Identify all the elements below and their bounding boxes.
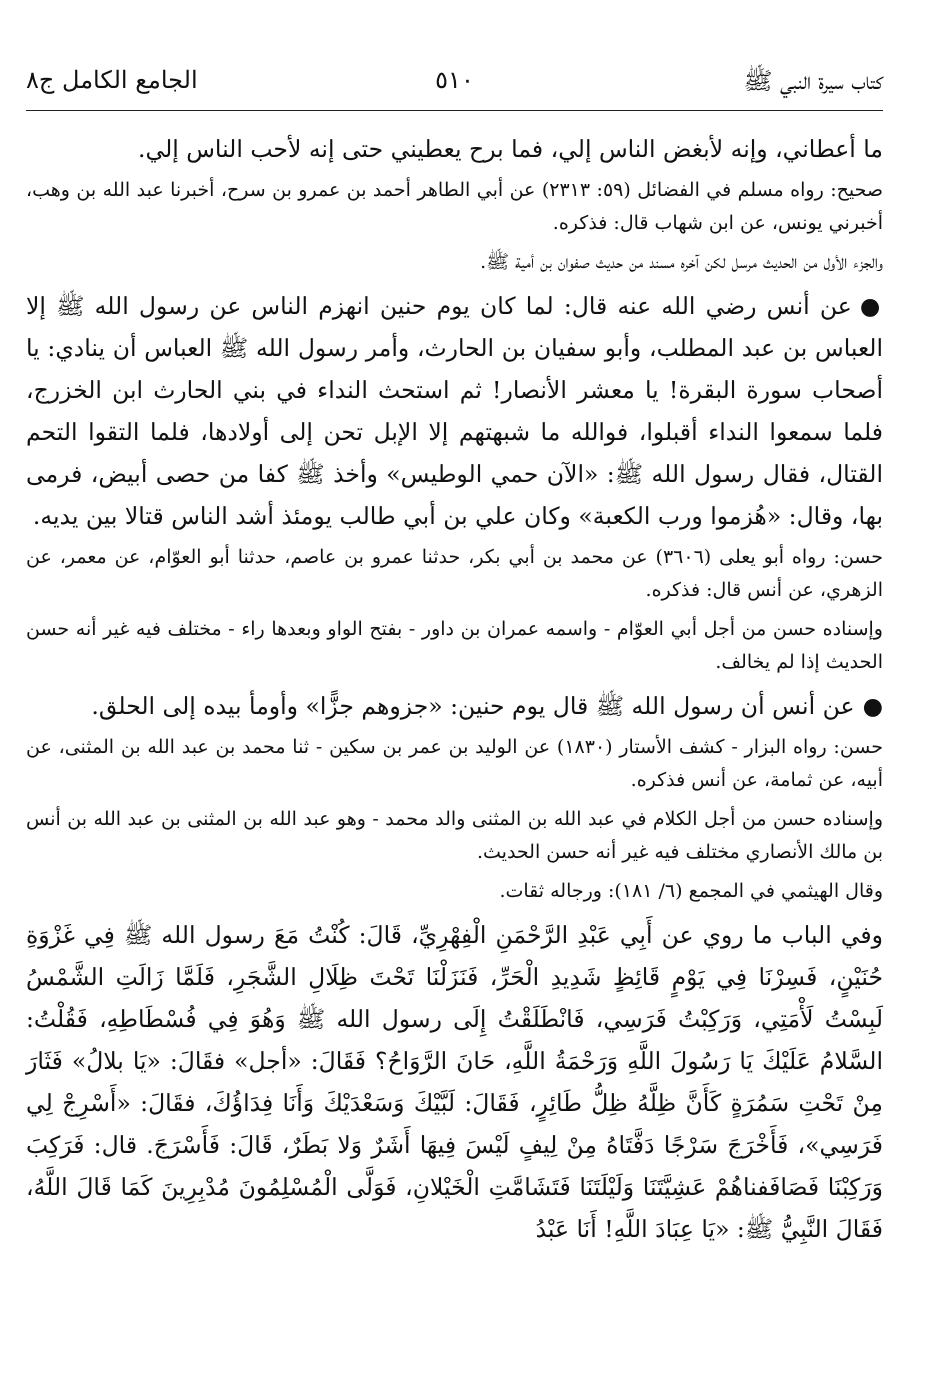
collection-title: الجامع الكامل ج٨ [26, 66, 198, 94]
hadith-text [26, 128, 883, 170]
paragraph-text: صحيح: رواه مسلم في الفضائل (٥٩: ٢٣١٣) عن أبي الطاهر أحمد بن عمرو بن سرح، أخبرنا عبد الله بن وهب، أخبرني يونس، عن ابن شهاب قال: فذكره. [26, 179, 883, 234]
book-title: كتاب سيرة النبي ﷺ [743, 67, 883, 95]
hadith-text [26, 285, 883, 537]
paragraph-text: عن أنس أن رسول الله ﷺ قال يوم حنين: «جزوهم جزًّا» وأومأ بيده إلى الحلق. [91, 692, 855, 720]
paragraph-text: وقال الهيثمي في المجمع (٦/ ١٨١): ورجاله ثقات. [499, 880, 883, 902]
takhrij-note [26, 174, 883, 240]
takhrij-note [26, 246, 883, 279]
paragraph-text: حسن: رواه البزار - كشف الأستار (١٨٣٠) عن الوليد بن عمر بن سكين - ثنا محمد بن عبد الله بن المثنى، عن أبيه، عن ثمامة، عن أنس فذكره. [26, 736, 883, 791]
hadith-text [26, 685, 883, 727]
takhrij-note [26, 875, 883, 908]
paragraph-text: عن أنس رضي الله عنه قال: لما كان يوم حنين انهزم الناس عن رسول الله ﷺ إلا العباس بن عبد المطلب، وأبو سفيان بن الحارث، وأمر رسول الله ﷺ العباس أن ينادي: يا أصحاب سورة البقرة! يا معشر الأنصار! ثم استحث النداء في بني الحارث ابن الخزرج، فلما سمعوا النداء أقبلوا، فوالله ما شبهتهم إلا الإبل تحن إلى أولادها، فلما التقوا التحم القتال، فقال رسول الله ﷺ: «الآن حمي الوطيس» وأخذ ﷺ كفا من حصى أبيض، فرمى بها، وقال: «هُزموا ورب الكعبة» وكان علي بن أبي طالب يومئذ أشد الناس قتالا بين يديه. [26, 292, 883, 530]
paragraph-text: حسن: رواه أبو يعلى (٣٦٠٦) عن محمد بن أبي بكر، حدثنا عمرو بن عاصم، حدثنا أبو العوّام، عن معمر، عن الزهري، عن أنس قال: فذكره. [26, 546, 884, 601]
page-body [26, 128, 883, 1254]
hadith-text [26, 914, 883, 1250]
paragraph-text: وفي الباب ما روي عن أَبِي عَبْدِ الرَّحْمَنِ الْفِهْرِيِّ، قَالَ: كُنْتُ مَعَ رسول الله ﷺ فِي غَزْوَةِ حُنَيْنٍ، فَسِرْنَا فِي يَوْمٍ قَائِظٍ شَدِيدِ الْحَرِّ، فَنَزَلْنَا تَحْتَ ظِلَالِ الشَّجَرِ، فَلَمَّا زَالَتِ الشَّمْسُ لَبِسْتُ لَأْمَتِي، وَرَكِبْتُ فَرَسِي، فَانْطَلَقْتُ إِلَى رسول الله ﷺ وَهُوَ فِي فُسْطَاطِهِ، فَقُلْتُ: السَّلامُ عَلَيْكَ يَا رَسُولَ اللَّهِ وَرَحْمَةُ اللَّهِ، حَانَ الرَّوَاحُ؟ فَقَالَ: «أجل» فقَالَ: «يَا بلالُ» فَثَارَ مِنْ تَحْتِ سَمُرَةٍ كَأَنَّ ظِلَّهُ ظِلُّ طَائِرٍ، فَقَالَ: لَبَّيْكَ وَسَعْدَيْكَ وَأَنَا فِدَاؤُكَ، فقَالَ: «أَسْرِجْ لِي فَرَسِي»، فَأَخْرَجَ سَرْجًا دَفَّتَاهُ مِنْ لِيفٍ لَيْسَ فِيهَا أَشَرٌ وَلا بَطَرٌ، قَالَ: فَأَسْرَجَ. قال: فَرَكِبَ وَرَكِبْنَا فَصَافَفناهُمْ عَشِيَّتَنَا وَلَيْلَتَنَا فَتَشَامَّتِ الْخَيْلانِ، فَوَلَّى الْمُسْلِمُونَ مُدْبِرِينَ كَمَا قَالَ اللَّهُ، فَقَالَ النَّبِيُّ ﷺ: «يَا عِبَادَ اللَّهِ! أَنَا عَبْدُ [26, 921, 883, 1243]
page-number: ٥١٠ [435, 66, 474, 94]
paragraph-text: ما أعطاني، وإنه لأبغض الناس إلي، فما برح يعطيني حتى إنه لأحب الناس إلي. [138, 135, 883, 163]
page-header [26, 62, 883, 102]
takhrij-note [26, 541, 883, 607]
paragraph-text: والجزء الأول من الحديث مرسل لكن آخره مسند من حديث صفوان بن أمية ﷺ. [480, 251, 883, 273]
paragraph-text: وإسناده حسن من أجل أبي العوّام - واسمه عمران بن داور - بفتح الواو وبعدها راء - مختلف فيه غير أنه حسن الحديث إذا لم يخالف. [26, 618, 883, 673]
takhrij-note [26, 613, 883, 679]
takhrij-note [26, 803, 883, 869]
takhrij-note [26, 731, 883, 797]
paragraph-text: وإسناده حسن من أجل الكلام في عبد الله بن المثنى والد محمد - وهو عبد الله بن المثنى بن عبد الله بن أنس بن مالك الأنصاري مختلف فيه غير أنه حسن الحديث. [26, 808, 883, 863]
bullet-icon: ● [862, 692, 883, 720]
bullet-icon: ● [859, 292, 883, 320]
header-rule [26, 110, 883, 111]
